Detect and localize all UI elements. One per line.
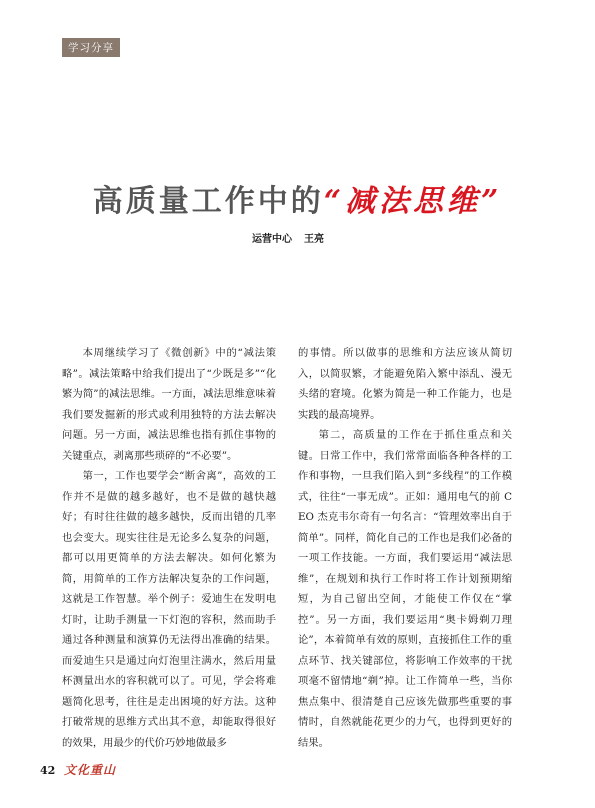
section-tag: 学习分享: [62, 38, 120, 57]
right-column: [298, 343, 512, 753]
title-main: 高质量工作中的: [92, 184, 324, 219]
left-column: [62, 343, 276, 753]
byline-department: 运营中心: [252, 234, 292, 245]
paragraph: 的事情。所以做事的思维和方法应该从简切入，以简驭繁，才能避免陷入繁中添乱、漫无头绪的窘境。化繁为简是一种工作能力，也是实践的最高境界。: [298, 347, 512, 421]
article-title: [0, 176, 595, 220]
paragraph: 第二，高质量的工作在于抓住重点和关键。日常工作中，我们常常面临各种各样的工作和事物，一旦我们陷入到“多线程”的工作模式，往往“一事无成”。正如：通用电气的前 CEO 杰克韦尔奇有一句名言：“管理效率出自于简单”。同样，简化自己的工作也是我们必备的一项工作技能。一方面，我们要运用“减法思维”，在规划和执行工作时将工作计划预期缩短，为自己留出空间，才能使工作仅在“掌控”。另一方面，我们要运用“奥卡姆剃刀理论”，本着简单有效的原则，直接抓住工作的重点环节、找关键部位，将影响工作效率的干扰项毫不留情地“剃”掉。让工作简单一些，当你焦点集中、很清楚自己应该先做那些重要的事情时，自然就能花更少的力气，也得到更好的结果。: [298, 429, 512, 749]
paragraph: 本周继续学习了《微创新》中的“减法策略”。减法策略中给我们提出了“少既是多”“化繁为简”的减法思维。一方面，减法思维意味着我们要发掘新的形式或利用独特的方法去解决问题。另一方面，减法思维也指有抓住事物的关键重点，剥离那些琐碎的“不必要”。: [62, 347, 276, 462]
paragraph: 第一，工作也要学会“断舍离”，高效的工作并不是做的越多越好，也不是做的越快越好；有时往往做的越多越快，反而出错的几率也会变大。现实往往是无论多么复杂的问题，都可以用更简单的方法去解决。如何化繁为简，用简单的工作方法解决复杂的工作问题，这就是工作智慧。举个例子：爱迪生在发明电灯时，让助手测量一下灯泡的容积，然而助手通过各种测量和演算仍无法得出准确的结果。而爱迪生只是通过向灯泡里注满水，然后用量杯测量出水的容积就可以了。可见，学会将难题简化思考，往往是走出困境的好方法。这种打破常规的思维方式出其不意，却能取得很好的效果，用最少的代价巧妙地做最多: [62, 470, 276, 749]
title-accent: “减法思维”: [323, 184, 503, 219]
publication-logo: 文化重山: [64, 763, 117, 777]
byline: [252, 230, 336, 245]
page-number: 42: [40, 764, 56, 777]
byline-author: 王亮: [304, 234, 324, 245]
